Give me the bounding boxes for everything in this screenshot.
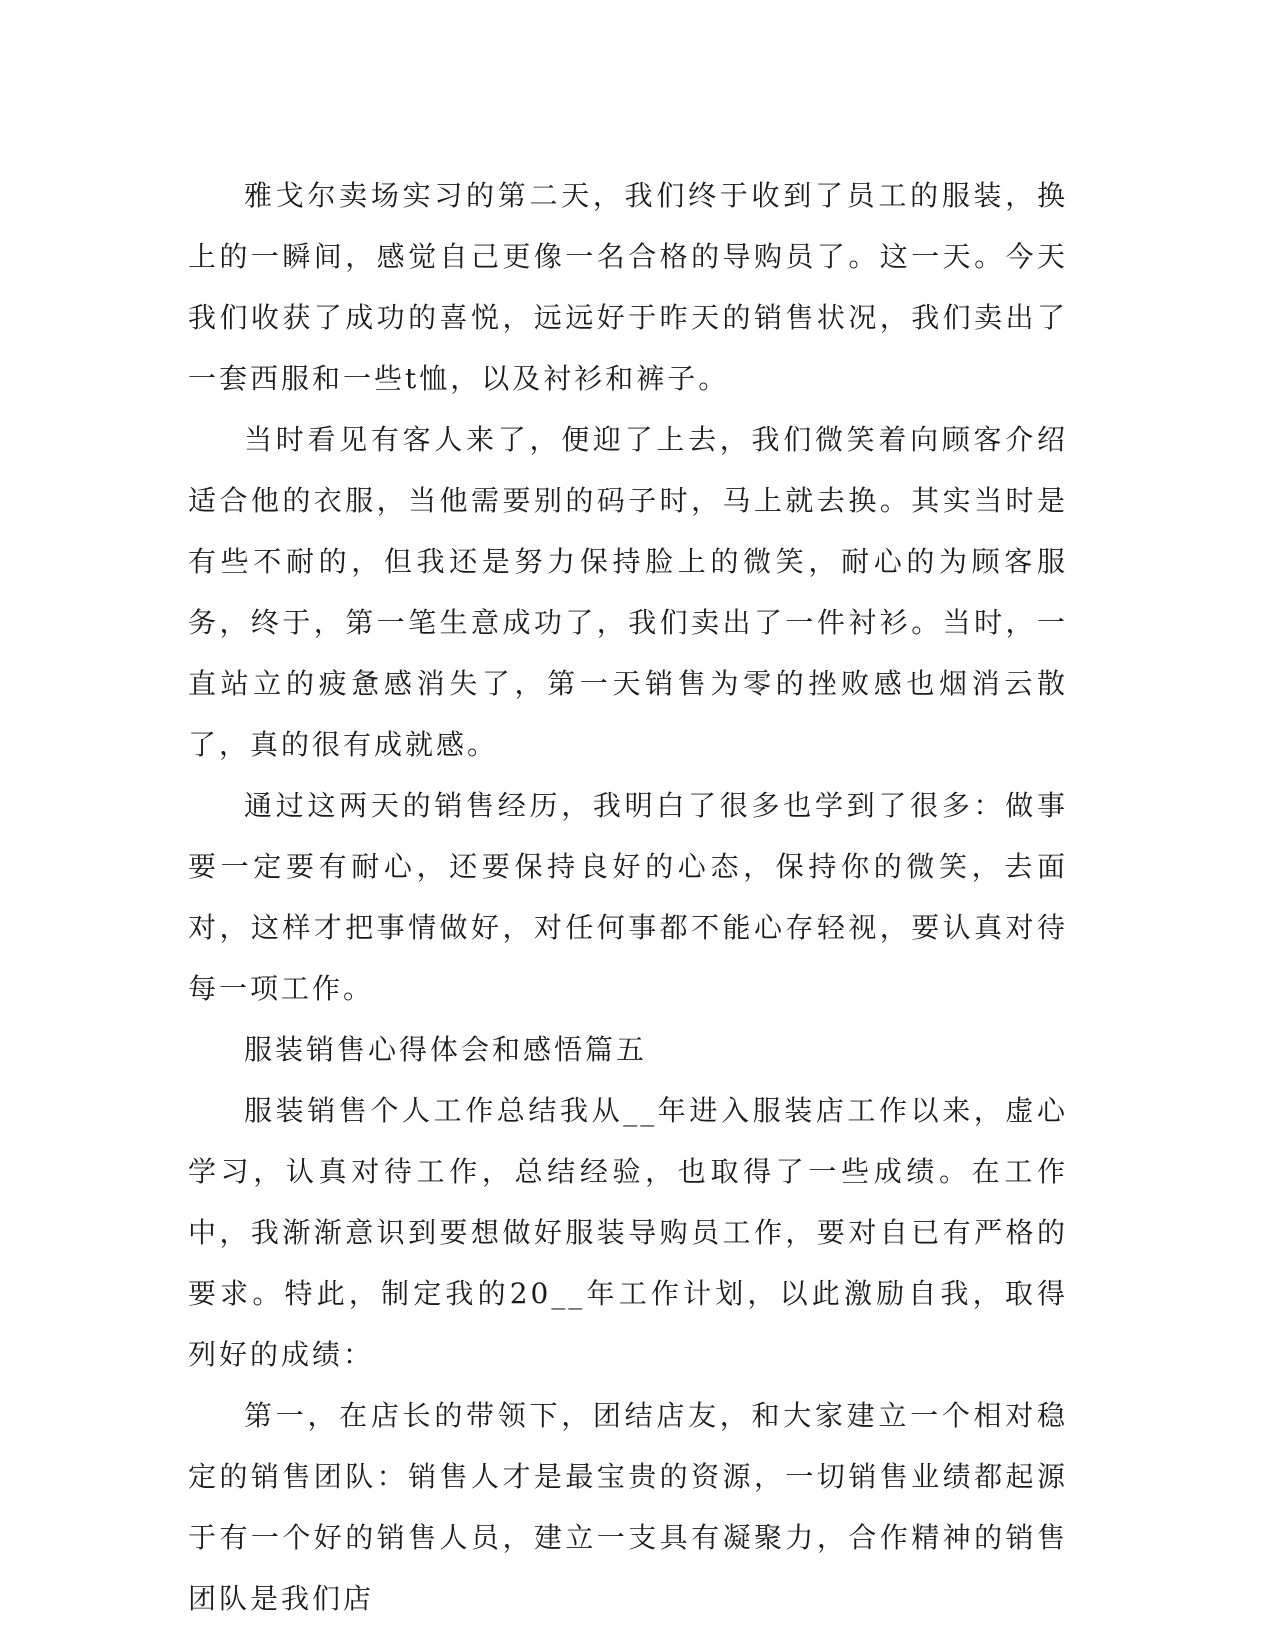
document-body <box>188 165 1068 1629</box>
paragraph-first-sale: 当时看见有客人来了，便迎了上去，我们微笑着向顾客介绍适合他的衣服，当他需要别的码子时，马上就去换。其实当时是有些不耐的，但我还是努力保持脸上的微笑，耐心的为顾客服务，终于，第一笔生意成功了，我们卖出了一件衬衫。当时，一直站立的疲惫感消失了，第一天销售为零的挫败感也烟消云散了，真的很有成就感。 <box>188 423 1068 761</box>
paragraph-work-summary: 服装销售个人工作总结我从__年进入服装店工作以来，虚心学习，认真对待工作，总结经验，也取得了一些成绩。在工作中，我渐渐意识到要想做好服装导购员工作，要对自已有严格的要求。特此，制定我的20__年工作计划，以此激励自我，取得列好的成绩： <box>188 1094 1068 1371</box>
paragraph-sales-team: 第一，在店长的带领下，团结店友，和大家建立一个相对稳定的销售团队：销售人才是最宝贵的资源，一切销售业绩都起源于有一个好的销售人员，建立一支具有凝聚力，合作精神的销售团队是我们店 <box>188 1399 1068 1615</box>
paragraph-internship-day-two: 雅戈尔卖场实习的第二天，我们终于收到了员工的服装，换上的一瞬间，感觉自己更像一名合格的导购员了。这一天。今天我们收获了成功的喜悦，远远好于昨天的销售状况，我们卖出了一套西服和一些t恤，以及衬衫和裤子。 <box>188 179 1068 395</box>
paragraph-lessons-learned: 通过这两天的销售经历，我明白了很多也学到了很多：做事要一定要有耐心，还要保持良好的心态，保持你的微笑，去面对，这样才把事情做好，对任何事都不能心存轻视，要认真对待每一项工作。 <box>188 789 1068 1005</box>
section-heading: 服装销售心得体会和感悟篇五 <box>244 1033 648 1066</box>
